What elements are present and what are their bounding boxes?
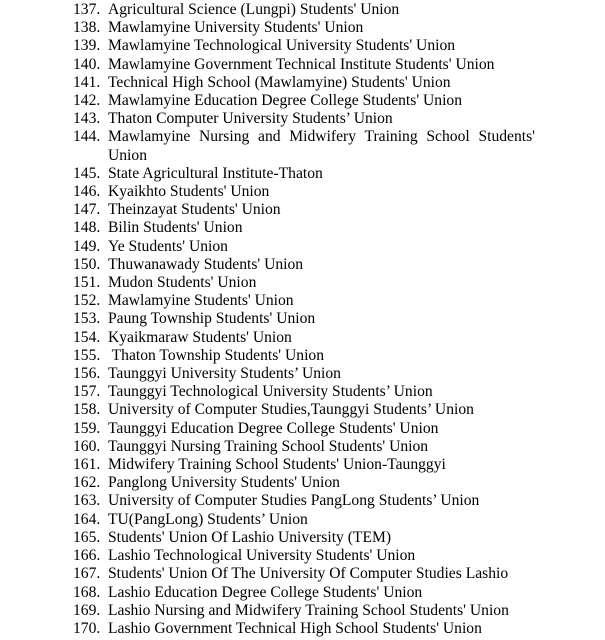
item-text: Lashio Nursing and Midwifery Training School Students' Union	[108, 601, 509, 619]
item-text: Mudon Students' Union	[108, 274, 257, 292]
item-text: Kyaikmaraw Students' Union	[108, 328, 292, 346]
item-number: 147.	[73, 201, 101, 219]
item-text: Thuwanawady Students' Union	[108, 255, 304, 273]
item-text: Students' Union Of The University Of Computer Studies Lashio	[108, 565, 509, 583]
list-item	[0, 492, 605, 510]
item-text: Mawlamyine Government Technical Institute Students' Union	[108, 55, 495, 73]
item-number: 157.	[73, 383, 101, 401]
item-number: 146.	[73, 183, 101, 201]
item-text: University of Computer Studies,Taunggyi Students’ Union	[108, 401, 474, 419]
item-text: Paung Township Students' Union	[108, 310, 316, 328]
item-text: University of Computer Studies PangLong Students’ Union	[108, 492, 480, 510]
item-text: Mawlamyine University Students' Union	[108, 19, 364, 37]
item-number: 151.	[73, 274, 101, 292]
item-text: Agricultural Science (Lungpi) Students' Union	[108, 1, 400, 18]
list-item	[0, 547, 605, 565]
item-text: TU(PangLong) Students’ Union	[108, 510, 308, 528]
item-text: Panglong University Students' Union	[108, 474, 340, 492]
list-item	[0, 438, 605, 456]
item-text: Lashio Technological University Students' Union	[108, 547, 416, 565]
list-item	[0, 183, 605, 201]
item-number: 149.	[73, 237, 101, 255]
list-item	[0, 456, 605, 474]
list-item	[0, 56, 605, 74]
item-text: Mawlamyine Education Degree College Students' Union	[108, 92, 463, 110]
list-item	[0, 420, 605, 438]
list-item	[0, 19, 605, 37]
list-item	[0, 238, 605, 256]
list-item	[0, 401, 605, 419]
item-number: 139.	[73, 37, 101, 55]
item-number: 159.	[73, 419, 101, 437]
item-number: 169.	[73, 601, 101, 619]
list-item	[0, 474, 605, 492]
item-number: 163.	[73, 492, 101, 510]
list-item	[0, 110, 605, 128]
item-text: Lashio Education Degree College Students' Union	[108, 583, 423, 601]
item-text: Ye Students' Union	[108, 237, 228, 255]
item-number: 153.	[73, 310, 101, 328]
list-item	[0, 620, 605, 638]
item-number: 152.	[73, 292, 101, 310]
item-number: 144.	[73, 128, 101, 146]
item-number: 142.	[73, 92, 101, 110]
item-number: 154.	[73, 328, 101, 346]
list-item	[0, 165, 605, 183]
item-number: 161.	[73, 456, 101, 474]
item-text: Lashio Government Technical High School Students' Union	[108, 619, 482, 637]
item-text: Bilin Students' Union	[108, 219, 243, 237]
item-number: 165.	[73, 528, 101, 546]
list-item	[0, 347, 605, 365]
item-number: 160.	[73, 437, 101, 455]
item-number: 167.	[73, 565, 101, 583]
item-number: 168.	[73, 583, 101, 601]
item-number: 158.	[73, 401, 101, 419]
list-item	[0, 219, 605, 237]
item-number: 150.	[73, 255, 101, 273]
list-item	[0, 511, 605, 529]
list-item	[0, 529, 605, 547]
list-item	[0, 292, 605, 310]
list-item	[0, 584, 605, 602]
item-text: Taunggyi Education Degree College Students' Union	[108, 419, 439, 437]
list-item	[0, 37, 605, 55]
item-number: 137.	[73, 1, 101, 18]
list-item	[0, 602, 605, 620]
list-item	[0, 274, 605, 292]
students-union-list	[0, 1, 605, 638]
item-text: Thaton Computer University Students’ Union	[108, 110, 393, 128]
item-text: Taunggyi Technological University Students’ Union	[108, 383, 433, 401]
list-item	[0, 565, 605, 583]
item-number: 164.	[73, 510, 101, 528]
item-text: State Agricultural Institute-Thaton	[108, 164, 323, 182]
item-text: Taunggyi Nursing Training School Students' Union	[108, 437, 429, 455]
item-text: Midwifery Training School Students' Union-Taunggyi	[108, 456, 446, 474]
list-item	[0, 383, 605, 401]
item-number: 170.	[73, 619, 101, 637]
item-number: 155.	[73, 346, 101, 364]
item-text: Theinzayat Students' Union	[108, 201, 281, 219]
item-number: 148.	[73, 219, 101, 237]
item-text: Mawlamyine Nursing and Midwifery Training School Students' Union	[108, 128, 535, 164]
item-number: 143.	[73, 110, 101, 128]
list-item	[0, 329, 605, 347]
item-text: Thaton Township Students' Union	[108, 346, 324, 364]
list-item	[0, 1, 605, 19]
item-text: Mawlamyine Technological University Students' Union	[108, 37, 456, 55]
item-number: 166.	[73, 547, 101, 565]
list-item	[0, 128, 605, 164]
list-item	[0, 256, 605, 274]
item-text: Mawlamyine Students' Union	[108, 292, 294, 310]
item-text: Kyaikhto Students' Union	[108, 183, 270, 201]
list-item	[0, 310, 605, 328]
item-number: 141.	[73, 73, 101, 91]
item-number: 162.	[73, 474, 101, 492]
item-number: 156.	[73, 365, 101, 383]
item-text: Students' Union Of Lashio University (TEM)	[108, 528, 392, 546]
list-item	[0, 365, 605, 383]
item-number: 145.	[73, 164, 101, 182]
list-item	[0, 92, 605, 110]
list-item	[0, 201, 605, 219]
item-text: Taunggyi University Students’ Union	[108, 365, 341, 383]
list-item	[0, 74, 605, 92]
item-text: Technical High School (Mawlamyine) Students' Union	[108, 73, 451, 91]
item-number: 140.	[73, 55, 101, 73]
item-number: 138.	[73, 19, 101, 37]
